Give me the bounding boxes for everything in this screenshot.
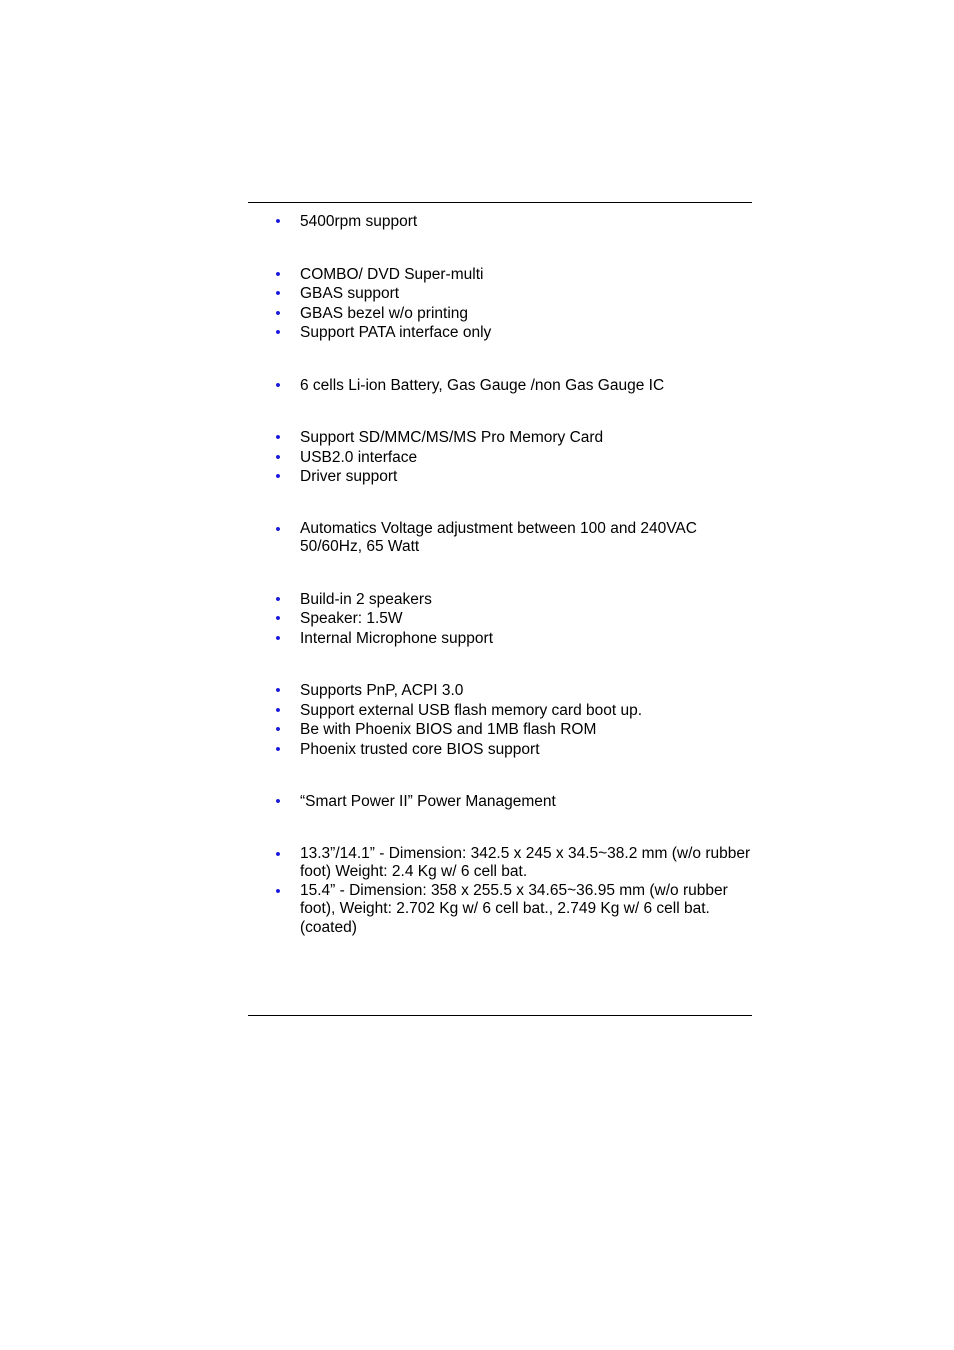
item-text: Support external USB flash memory card boot up. [300,701,643,719]
bullet-icon: • [275,376,281,394]
item-text: 15.4” - Dimension: 358 x 255.5 x 34.65~36.95 mm (w/o rubber foot), Weight: 2.702 Kg w/ 6 cell bat., 2.749 Kg w/ 6 cell bat. (coated) [300,881,728,936]
item-text: Speaker: 1.5W [300,610,403,627]
bullet-icon: • [275,590,281,608]
list-item [248,629,752,649]
bullet-icon: • [275,468,281,485]
item-text: Internal Microphone support [300,629,494,647]
item-text: GBAS support [300,285,400,302]
spec-group-hdd [248,212,752,232]
item-text: Phoenix trusted core BIOS support [300,740,540,758]
list-item [248,284,752,304]
spec-group-odd [248,265,752,343]
bullet-icon: • [275,285,281,302]
bullet-icon: • [275,629,281,647]
item-text: Supports PnP, ACPI 3.0 [300,682,464,699]
list-item [248,323,752,343]
top-rule [248,202,752,203]
bullet-icon: • [275,682,281,699]
list-item [248,740,752,760]
list-item [248,720,752,740]
item-text: Support PATA interface only [300,324,492,341]
bullet-icon: • [275,740,281,758]
spec-group-card-reader [248,428,752,487]
list-item [248,428,752,448]
bottom-rule [248,1015,752,1016]
list-item [248,845,752,882]
spec-group-bios [248,681,752,759]
bullet-icon: • [275,304,281,322]
bullet-icon: • [275,213,281,230]
bullet-icon: • [275,882,281,900]
bullet-icon: • [275,429,281,446]
list-item [248,792,752,812]
bullet-icon: • [275,721,281,738]
spec-group-audio [248,590,752,649]
list-item [248,681,752,701]
spec-list [248,212,752,937]
list-item [248,304,752,324]
bullet-icon: • [275,845,281,863]
list-item [248,265,752,285]
item-text: Driver support [300,468,398,485]
item-text: 6 cells Li-ion Battery, Gas Gauge /non Gas Gauge IC [300,376,665,394]
item-text: COMBO/ DVD Super-multi [300,265,484,283]
spec-group-dimensions [248,845,752,938]
item-text: 13.3”/14.1” - Dimension: 342.5 x 245 x 34.5~38.2 mm (w/o rubber foot) Weight: 2.4 Kg w/ 6 cell bat. [300,844,751,880]
bullet-icon: • [275,610,281,627]
list-item [248,609,752,629]
spec-group-battery [248,376,752,396]
bullet-icon: • [275,265,281,283]
item-text: Support SD/MMC/MS/MS Pro Memory Card [300,429,604,446]
item-text: USB2.0 interface [300,448,418,466]
item-text: Automatics Voltage adjustment between 100 and 240VAC 50/60Hz, 65 Watt [300,519,697,555]
bullet-icon: • [275,448,281,466]
item-text: 5400rpm support [300,213,418,230]
spec-group-adapter [248,520,752,557]
bullet-icon: • [275,520,281,538]
list-item [248,448,752,468]
item-text: GBAS bezel w/o printing [300,304,469,322]
list-item [248,882,752,938]
list-item [248,467,752,487]
list-item [248,520,752,557]
bullet-icon: • [275,324,281,341]
list-item [248,212,752,232]
list-item [248,701,752,721]
list-item [248,590,752,610]
spec-group-power-management [248,792,752,812]
item-text: “Smart Power II” Power Management [300,793,556,810]
item-text: Be with Phoenix BIOS and 1MB flash ROM [300,721,597,738]
bullet-icon: • [275,793,281,810]
list-item [248,376,752,396]
bullet-icon: • [275,701,281,719]
item-text: Build-in 2 speakers [300,590,432,608]
